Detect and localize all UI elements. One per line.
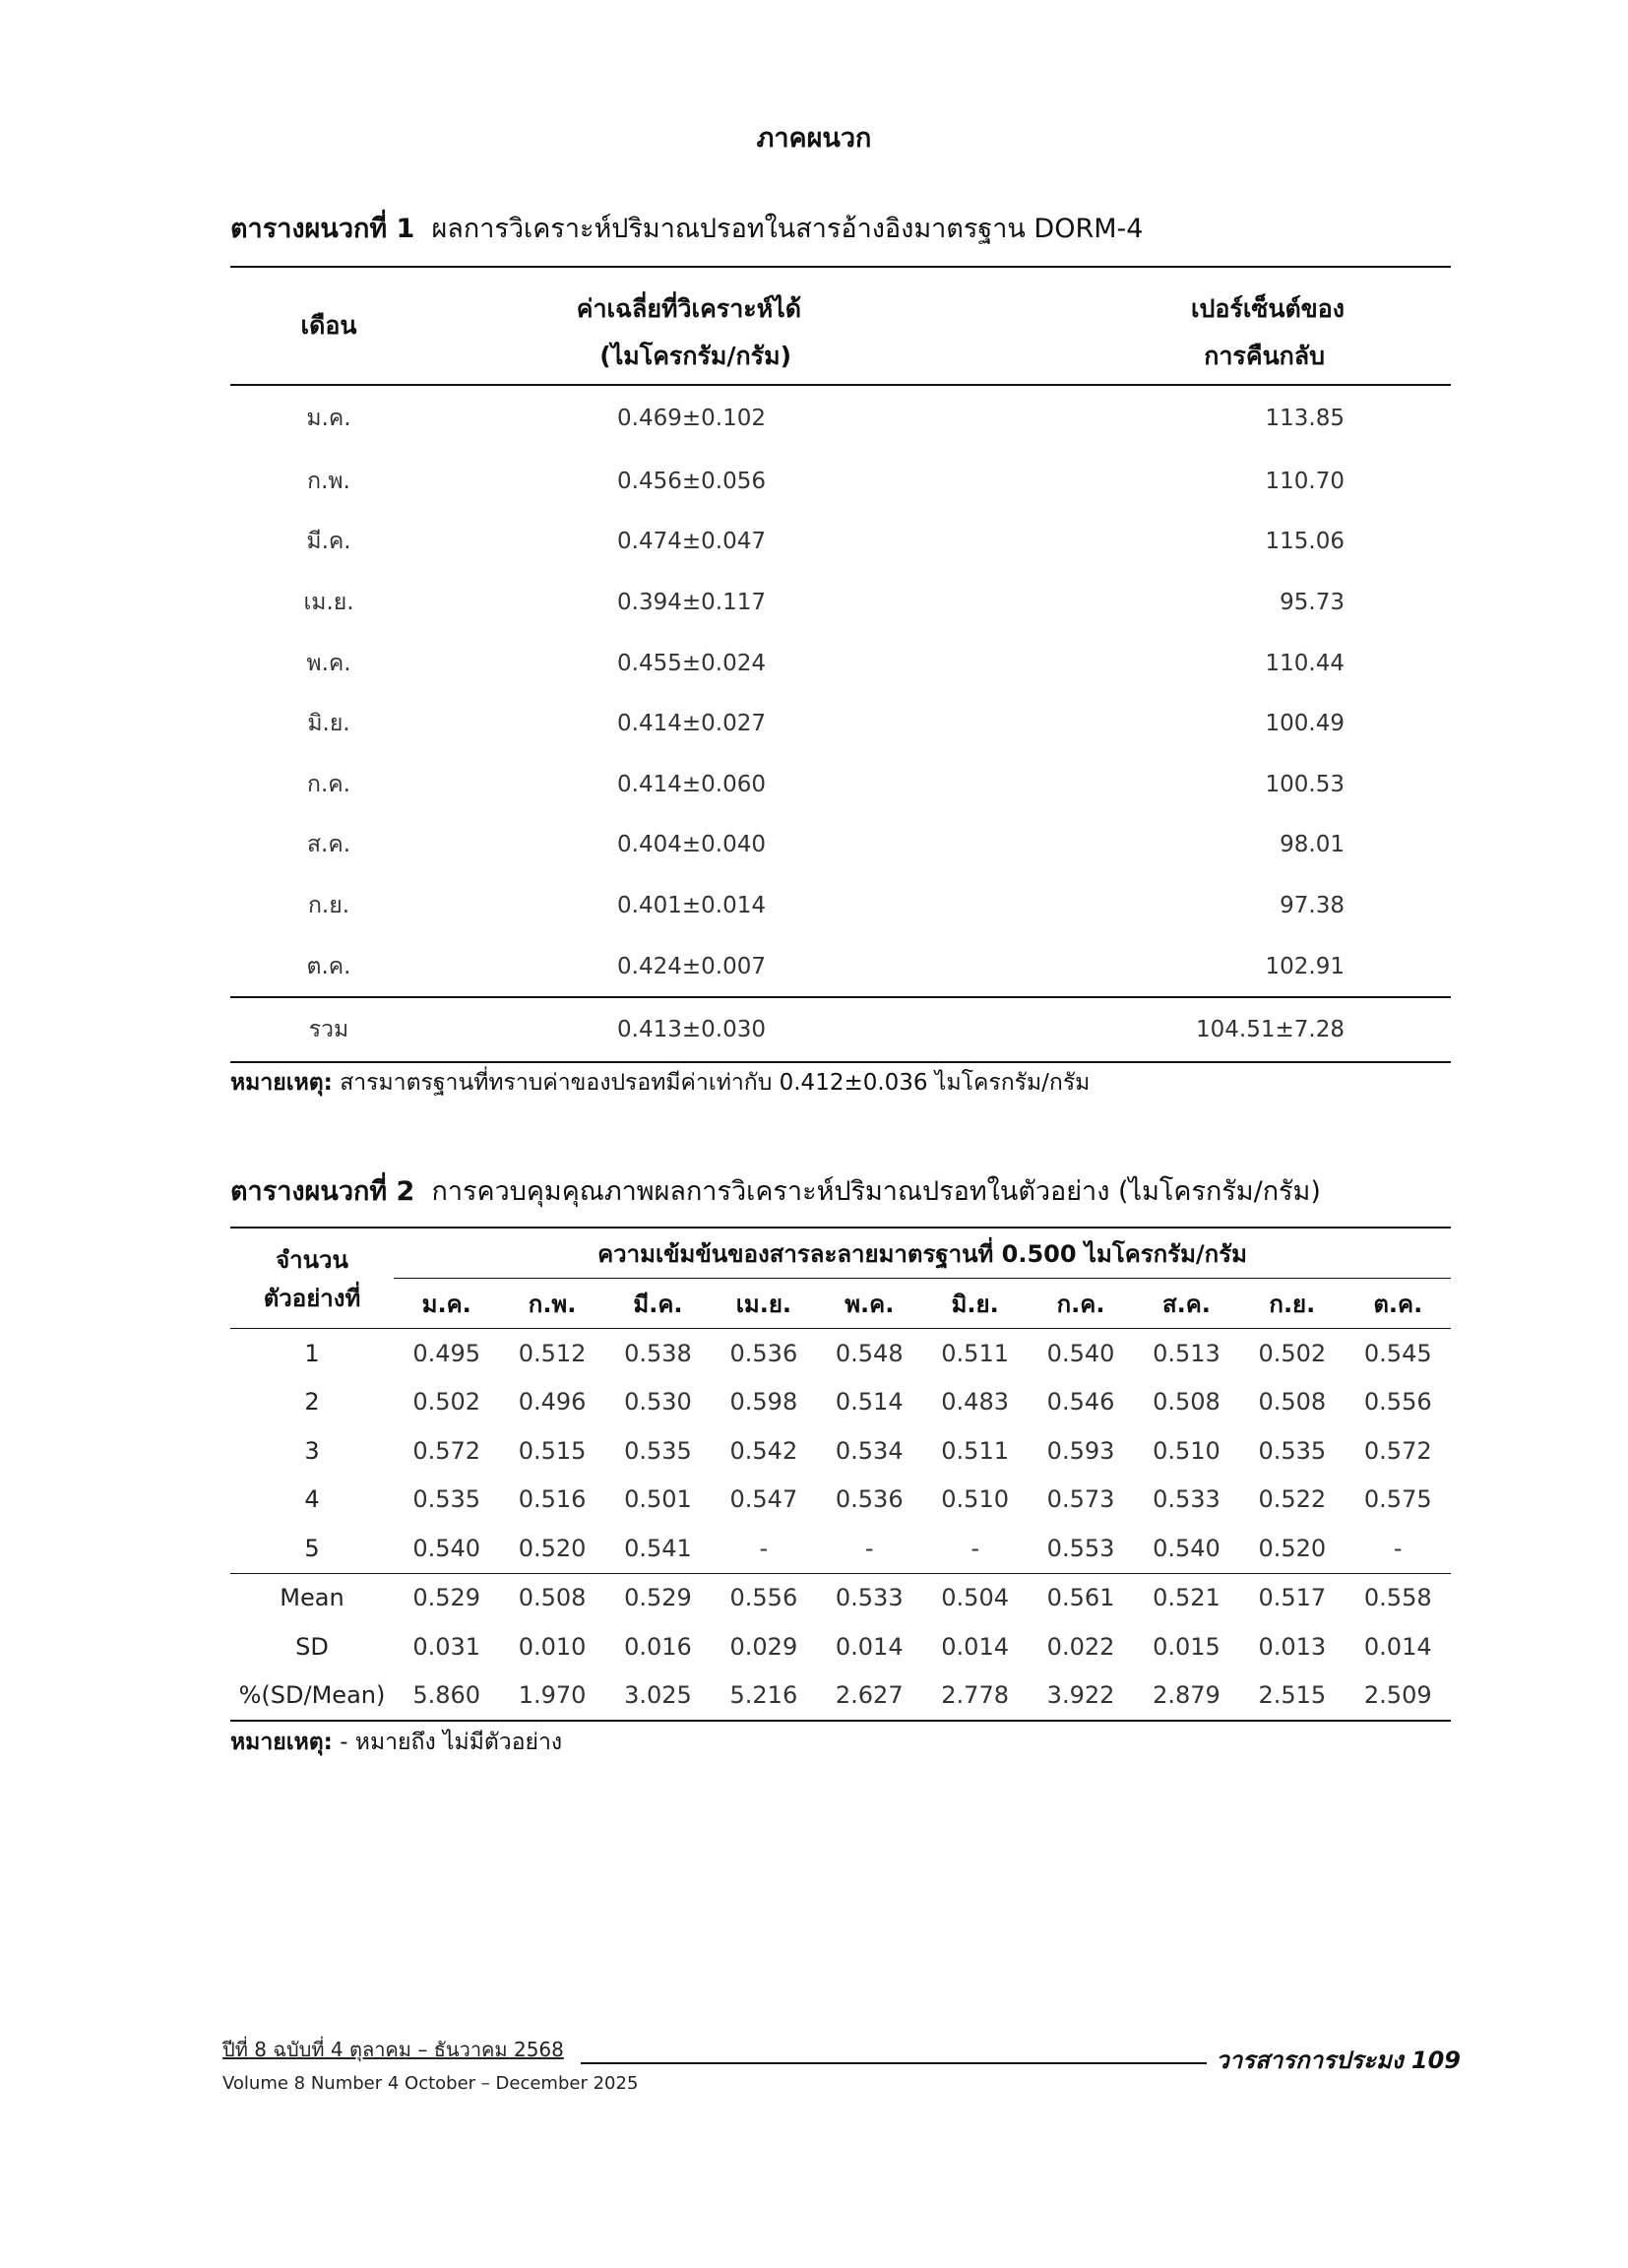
table1 (230, 266, 1451, 1063)
table1-cell-month: ส.ค. (306, 832, 351, 858)
table2-cell: 0.496 (518, 1388, 587, 1417)
table2-sample-row (230, 1524, 1451, 1573)
table1-cell-recovery: 113.85 (1265, 406, 1345, 431)
table2-cell: 0.529 (412, 1584, 481, 1612)
table2-sample-row (230, 1476, 1451, 1525)
table1-cell-recovery: 102.91 (1265, 953, 1345, 979)
table2-header-month: ต.ค. (1373, 1290, 1423, 1318)
table2-cell: 2.515 (1258, 1681, 1327, 1710)
table2-cell: - (971, 1534, 979, 1562)
table2-cell: 0.504 (941, 1584, 1009, 1612)
table1-caption-label: ตารางผนวกที่ 1 (230, 214, 415, 244)
table2-cell: 0.545 (1363, 1339, 1432, 1367)
table2-cell: 0.536 (729, 1339, 798, 1367)
table1-row (230, 512, 1451, 573)
table2-header-month: มี.ค. (633, 1290, 683, 1318)
table2-cell: 0.031 (412, 1632, 481, 1661)
table2-cell: 0.572 (412, 1436, 481, 1465)
table1-row (230, 451, 1451, 512)
table1-cell-recovery: 110.70 (1265, 468, 1345, 494)
table2-cell: 0.536 (835, 1485, 904, 1514)
table1-cell-month: พ.ค. (306, 650, 351, 676)
table1-cell-recovery: 100.53 (1265, 771, 1345, 797)
table2-cell: 0.495 (412, 1339, 481, 1367)
table2-cell: 0.529 (624, 1584, 692, 1612)
table2-cell: 0.501 (624, 1485, 692, 1514)
table2-cell: 0.520 (1258, 1534, 1327, 1562)
table1-caption (230, 207, 1143, 249)
table1-cell-recovery: 100.49 (1265, 711, 1345, 737)
table2-cell: 0.573 (1046, 1485, 1115, 1514)
table1-row (230, 572, 1451, 633)
table2-cell: 0.513 (1153, 1339, 1221, 1367)
table1-cell-month: ก.ย. (307, 892, 350, 918)
table2-cell: 0.538 (624, 1339, 692, 1367)
table2-cell: 2.778 (941, 1681, 1009, 1710)
table1-cell-month: มิ.ย. (307, 711, 350, 737)
table2-caption-label: ตารางผนวกที่ 2 (230, 1176, 415, 1207)
table1-cell-month: มี.ค. (306, 529, 351, 555)
table2-cell: 0.502 (412, 1388, 481, 1417)
table2-cell: 0.511 (941, 1436, 1009, 1465)
footer-issue-th: ปีที่ 8 ฉบับที่ 4 ตุลาคม – ธันวาคม 2568 (222, 2038, 564, 2061)
table2-cell: 0.013 (1258, 1632, 1327, 1661)
table1-cell-month: ก.พ. (307, 468, 350, 494)
table2-cell: 0.535 (624, 1436, 692, 1465)
table2-cell: 0.014 (835, 1632, 904, 1661)
table1-cell-mean: 0.394±0.117 (617, 589, 766, 615)
table1-cell-recovery: 115.06 (1265, 529, 1345, 555)
table2-header-month: ก.ค. (1056, 1290, 1105, 1318)
table1-cell-mean: 0.414±0.060 (617, 771, 766, 797)
table2-cell: 0.533 (835, 1584, 904, 1612)
table2-cell: 0.514 (835, 1388, 904, 1417)
table2-cell: 0.541 (624, 1534, 692, 1562)
table2-cell: 1.970 (518, 1681, 587, 1710)
table1-total-mean: 0.413±0.030 (617, 1017, 766, 1043)
table2-cell: - (864, 1534, 874, 1562)
table1-note-label: หมายเหตุ: (230, 1070, 333, 1096)
table2-cell: 0.510 (1153, 1436, 1221, 1465)
table2-cell: 0.561 (1046, 1584, 1115, 1612)
table2-cell: 3.922 (1046, 1681, 1115, 1710)
table2-cell: 0.534 (835, 1436, 904, 1465)
table2-cell: 0.535 (412, 1485, 481, 1514)
table2-cell: 0.014 (1363, 1632, 1432, 1661)
table2-row-label: %(SD/Mean) (238, 1681, 386, 1710)
table2-sample-row (230, 1426, 1451, 1476)
table2-header-sample-2: ตัวอย่างที่ (263, 1284, 361, 1312)
table1-cell-mean: 0.401±0.014 (617, 892, 766, 918)
table2-cell: 0.547 (729, 1485, 798, 1514)
table1-total-label: รวม (308, 1017, 349, 1043)
table1-cell-mean: 0.456±0.056 (617, 468, 766, 494)
table2-cell: 0.517 (1258, 1584, 1327, 1612)
table2-caption-text: การควบคุมคุณภาพผลการวิเคราะห์ปริมาณปรอทในตัวอย่าง (ไมโครกรัม/กรัม) (431, 1176, 1321, 1207)
table2-cell: 0.015 (1153, 1632, 1221, 1661)
table2-header-sample-1: จำนวน (276, 1245, 348, 1274)
table2-row-label: 3 (304, 1436, 320, 1465)
table2-cell: 0.512 (518, 1339, 587, 1367)
table2-cell: 0.575 (1363, 1485, 1432, 1514)
table2-cell: 3.025 (624, 1681, 692, 1710)
table1-row (230, 385, 1451, 451)
footer-journal-page: วารสารการประมง 109 (1216, 2047, 1461, 2074)
table1-total-row (230, 997, 1451, 1062)
table1-cell-mean: 0.469±0.102 (617, 406, 766, 431)
table1-row (230, 936, 1451, 998)
table2-cell: - (1393, 1534, 1403, 1562)
table1-cell-month: ต.ค. (306, 953, 351, 979)
table1-cell-recovery: 98.01 (1280, 832, 1345, 858)
table2-row-label: SD (295, 1632, 329, 1661)
table2-cell: 0.521 (1153, 1584, 1221, 1612)
table2-cell: 0.540 (412, 1534, 481, 1562)
table1-cell-month: ม.ค. (306, 406, 351, 431)
table2-cell: 0.572 (1363, 1436, 1432, 1465)
table2-cell: 2.879 (1153, 1681, 1221, 1710)
table2-row-label: 2 (304, 1388, 320, 1417)
table2-stat-row (230, 1573, 1451, 1622)
table2-cell: 0.483 (941, 1388, 1009, 1417)
table2-cell: 0.022 (1046, 1632, 1115, 1661)
table2-cell: 0.593 (1046, 1436, 1115, 1465)
table1-header-month: เดือน (230, 267, 427, 385)
table2-cell: 0.508 (1153, 1388, 1221, 1417)
table1-cell-recovery: 97.38 (1280, 892, 1345, 918)
table2-cell: 0.556 (1363, 1388, 1432, 1417)
table2-cell: 0.520 (518, 1534, 587, 1562)
table2-cell: 0.553 (1046, 1534, 1115, 1562)
table2-caption (230, 1169, 1321, 1212)
table2-header-month: ส.ค. (1161, 1290, 1211, 1318)
table1-cell-mean: 0.474±0.047 (617, 529, 766, 555)
table2-header-month: ก.พ. (528, 1290, 577, 1318)
table2-cell: 0.546 (1046, 1388, 1115, 1417)
table1-row (230, 693, 1451, 754)
table1-cell-mean: 0.414±0.027 (617, 711, 766, 737)
table1-cell-recovery: 110.44 (1265, 650, 1345, 676)
table1-cell-mean: 0.424±0.007 (617, 953, 766, 979)
table2-stat-row (230, 1622, 1451, 1671)
table2-row-label: 1 (304, 1339, 320, 1367)
table2-header-month: ม.ค. (421, 1290, 471, 1318)
table2-cell: 0.016 (624, 1632, 692, 1661)
table2-cell: 0.598 (729, 1388, 798, 1417)
table2-cell: 0.029 (729, 1632, 798, 1661)
table2-cell: 0.540 (1153, 1534, 1221, 1562)
table1-row (230, 875, 1451, 936)
table2-cell: 0.502 (1258, 1339, 1327, 1367)
table1-header-mean-2: (ไมโครกรัม/กรัม) (599, 342, 791, 370)
table2-cell: 0.548 (835, 1339, 904, 1367)
footer-issue (222, 2034, 638, 2094)
table2-cell: 0.533 (1153, 1485, 1221, 1514)
table2-cell: 0.508 (1258, 1388, 1327, 1417)
table2-cell: 0.014 (941, 1632, 1009, 1661)
table2-cell: 2.627 (835, 1681, 904, 1710)
table2-cell: 0.540 (1046, 1339, 1115, 1367)
table1-cell-month: ก.ค. (307, 771, 350, 797)
table1-header-mean-1: ค่าเฉลี่ยที่วิเคราะห์ได้ (576, 294, 801, 323)
table2-cell: 0.542 (729, 1436, 798, 1465)
table2-cell: 0.530 (624, 1388, 692, 1417)
footer-rule (581, 2062, 1207, 2064)
table2-stat-row (230, 1671, 1451, 1722)
table2-sample-row (230, 1329, 1451, 1378)
footer-issue-en: Volume 8 Number 4 October – December 2025 (222, 2073, 639, 2094)
table1-header-recovery-1: เปอร์เซ็นต์ของ (1190, 294, 1345, 323)
table2-cell: 0.535 (1258, 1436, 1327, 1465)
table2-header-month: ก.ย. (1269, 1290, 1316, 1318)
table2-row-label: Mean (280, 1584, 344, 1612)
table2 (230, 1227, 1451, 1722)
table2-cell: 0.516 (518, 1485, 587, 1514)
table2-header-month: เม.ย. (735, 1290, 792, 1318)
table1-total-recovery: 104.51±7.28 (1196, 1017, 1345, 1043)
table2-row-label: 4 (304, 1485, 320, 1514)
table2-cell: 0.510 (941, 1485, 1009, 1514)
table2-sample-row (230, 1378, 1451, 1427)
table1-cell-mean: 0.404±0.040 (617, 832, 766, 858)
table1-row (230, 815, 1451, 876)
table1-header-recovery-2: การคืนกลับ (1204, 342, 1325, 370)
table2-cell: 0.556 (729, 1584, 798, 1612)
table2-note-text: - หมายถึง ไม่มีตัวอย่าง (340, 1730, 563, 1755)
table2-cell: 0.558 (1363, 1584, 1432, 1612)
table2-cell: 0.515 (518, 1436, 587, 1465)
table2-cell: 2.509 (1363, 1681, 1432, 1710)
table2-cell: - (759, 1534, 769, 1562)
table2-cell: 0.508 (518, 1584, 587, 1612)
table1-cell-month: เม.ย. (303, 589, 354, 615)
table1-row (230, 633, 1451, 694)
table1-caption-text: ผลการวิเคราะห์ปริมาณปรอทในสารอ้างอิงมาตรฐาน DORM-4 (431, 214, 1144, 244)
table2-note-label: หมายเหตุ: (230, 1730, 333, 1755)
table1-note (230, 1065, 1090, 1101)
table2-group-header: ความเข้มข้นของสารละลายมาตรฐานที่ 0.500 ไมโครกรัม/กรัม (394, 1228, 1451, 1279)
appendix-heading: ภาคผนวก (756, 123, 872, 154)
table1-cell-recovery: 95.73 (1280, 589, 1345, 615)
table2-header-month: มิ.ย. (951, 1290, 999, 1318)
table1-row (230, 754, 1451, 815)
table2-cell: 0.522 (1258, 1485, 1327, 1514)
table2-cell: 0.511 (941, 1339, 1009, 1367)
table1-cell-mean: 0.455±0.024 (617, 650, 766, 676)
table2-cell: 5.216 (729, 1681, 798, 1710)
table2-cell: 5.860 (412, 1681, 481, 1710)
table1-note-text: สารมาตรฐานที่ทราบค่าของปรอทมีค่าเท่ากับ 0.412±0.036 ไมโครกรัม/กรัม (340, 1070, 1091, 1096)
table2-row-label: 5 (304, 1534, 320, 1562)
table2-note (230, 1725, 562, 1760)
table2-header-month: พ.ค. (845, 1290, 895, 1318)
table2-cell: 0.010 (518, 1632, 587, 1661)
